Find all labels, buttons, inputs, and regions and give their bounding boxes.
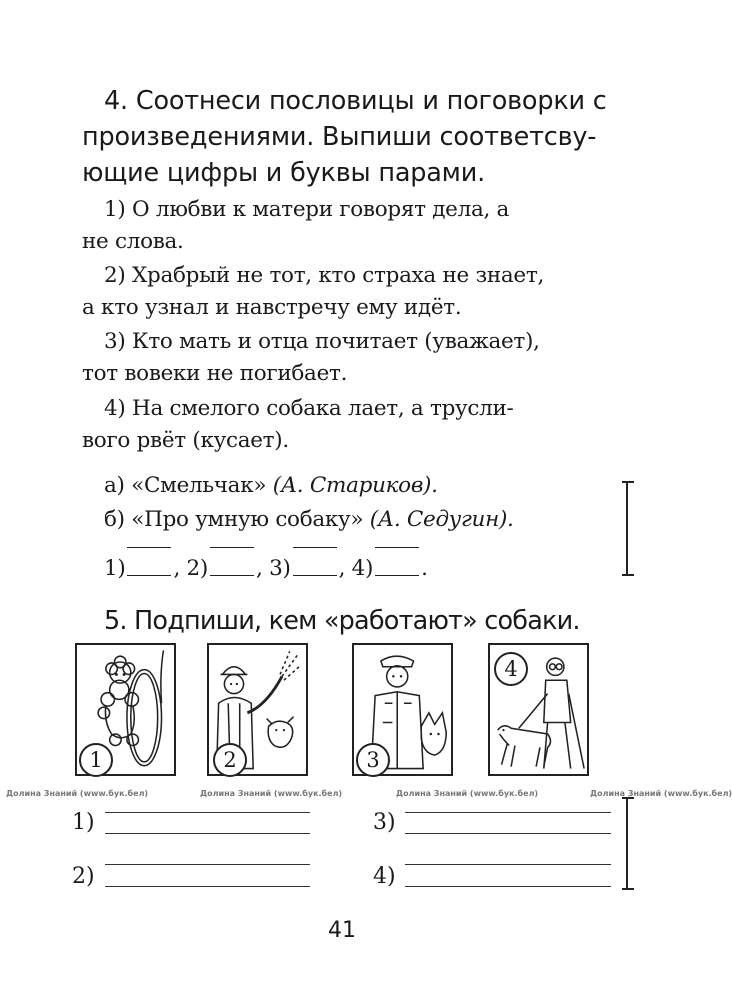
answer-end: .: [421, 556, 428, 581]
proverb4-line2: вого рвёт (кусает).: [82, 428, 289, 453]
proverb1-line2: не слова.: [82, 229, 184, 254]
answer-blank-3[interactable]: [293, 553, 337, 575]
watermark-4: Долина Знаний (www.бук.бел): [590, 789, 732, 798]
picture-number-1: 1: [79, 743, 113, 777]
margin-bracket-task5: [626, 797, 638, 890]
proverb1-line1: 1) О любви к матери говорят дела, а: [104, 197, 510, 222]
answer-line-label-3: 3): [373, 810, 396, 835]
task5-title: 5. Подпиши, кем «работают» собаки.: [104, 606, 580, 636]
task4-title-line3: ющие цифры и буквы парами.: [82, 158, 485, 188]
proverb2-line1: 2) Храбрый не тот, кто страха не знает,: [104, 263, 544, 288]
answer-line-label-4: 4): [373, 864, 396, 889]
answer-row: [104, 553, 428, 585]
answer-line-2[interactable]: [105, 886, 310, 887]
answer-label-3: , 3): [256, 556, 291, 581]
work-a-author: (А. Стариков).: [272, 473, 438, 498]
watermark-1: Долина Знаний (www.бук.бел): [6, 789, 149, 798]
proverb3-line2: тот вовеки не погибает.: [82, 361, 348, 386]
work-a: [104, 470, 438, 502]
answer-line-3-top: [405, 812, 611, 813]
picture-number-3: 3: [356, 743, 390, 777]
proverb2-line2: а кто узнал и навстречу ему идёт.: [82, 295, 462, 320]
watermark-3: Долина Знаний (www.бук.бел): [396, 789, 539, 798]
answer-line-3[interactable]: [405, 833, 611, 834]
answer-line-1[interactable]: [105, 833, 310, 834]
answer-line-label-2: 2): [72, 864, 95, 889]
answer-line-4-top: [405, 864, 611, 865]
picture-number-4: 4: [494, 652, 528, 686]
answer-blank-2[interactable]: [210, 553, 254, 575]
task4-title-line2: произведениями. Выпиши соответсву-: [82, 122, 597, 152]
answer-line-label-1: 1): [72, 810, 95, 835]
answer-line-4[interactable]: [405, 886, 611, 887]
proverb4-line1: 4) На смелого собака лает, а трусли-: [104, 396, 514, 421]
answer-blank-4[interactable]: [375, 553, 419, 575]
answer-line-2-top: [105, 864, 310, 865]
page-number: 41: [328, 918, 356, 943]
watermark-2: Долина Знаний (www.бук.бел): [200, 789, 343, 798]
work-b: [104, 504, 514, 536]
answer-label-2: , 2): [173, 556, 209, 581]
answer-line-1-top: [105, 812, 310, 813]
margin-bracket-task4: [626, 481, 638, 576]
work-a-title: а) «Смельчак»: [104, 473, 267, 498]
picture-number-2: 2: [213, 743, 247, 777]
task4-title-line1: 4. Соотнеси пословицы и поговорки с: [104, 86, 607, 116]
answer-label-1: 1): [104, 556, 126, 581]
answer-label-4: , 4): [338, 556, 374, 581]
proverb3-line1: 3) Кто мать и отца почитает (уважает),: [104, 329, 540, 354]
answer-blank-1[interactable]: [127, 553, 171, 575]
work-b-author: (А. Седугин).: [369, 507, 514, 532]
work-b-title: б) «Про умную собаку»: [104, 507, 364, 532]
